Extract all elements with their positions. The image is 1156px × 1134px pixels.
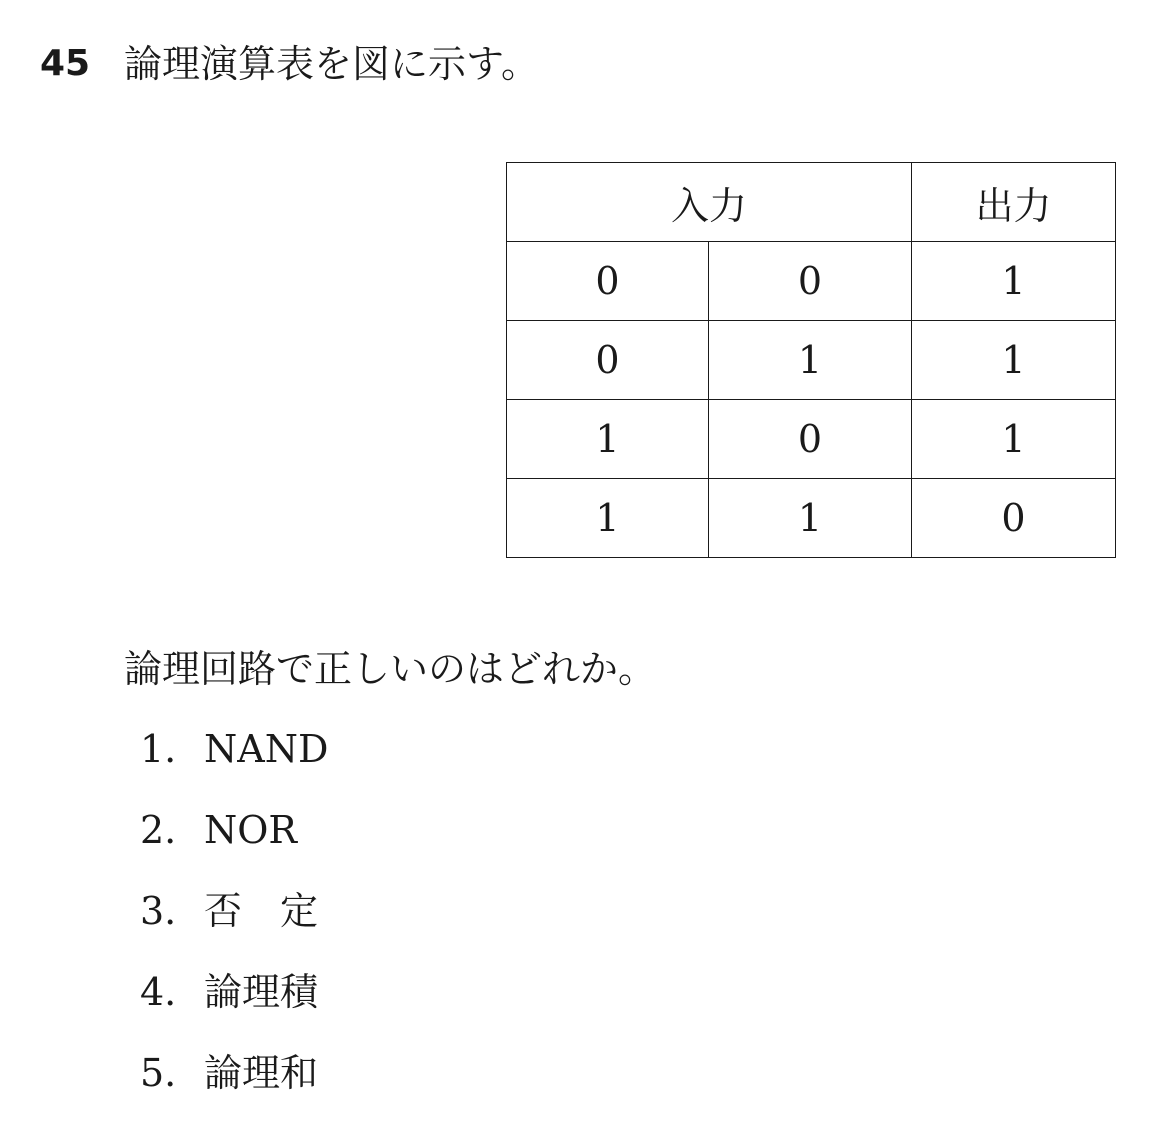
choice-number: 1. [140,727,177,771]
choice-3[interactable] [140,886,328,967]
choice-number: 2. [140,808,177,852]
choice-label: 否 定 [204,889,319,933]
input-header: 入力 [507,163,912,242]
input-a-cell: 0 [507,242,709,321]
choice-label: NAND [204,727,329,771]
output-cell: 0 [912,479,1116,558]
input-a-cell: 1 [507,479,709,558]
answer-choices [140,724,328,1129]
choice-5[interactable] [140,1048,328,1129]
table-header-row [507,163,1116,242]
question-text: 論理演算表を図に示す。 [124,42,539,86]
choice-label: NOR [204,808,298,852]
output-cell: 1 [912,321,1116,400]
output-header: 出力 [912,163,1116,242]
table-row [507,321,1116,400]
input-b-cell: 0 [709,242,912,321]
output-cell: 1 [912,242,1116,321]
choice-label: 論理和 [204,1051,319,1095]
choice-number: 3. [140,889,177,933]
input-b-cell: 1 [709,479,912,558]
output-cell: 1 [912,400,1116,479]
choice-1[interactable] [140,724,328,805]
table-row [507,479,1116,558]
input-b-cell: 0 [709,400,912,479]
input-b-cell: 1 [709,321,912,400]
table-row [507,242,1116,321]
choice-2[interactable] [140,805,328,886]
choice-label: 論理積 [204,970,319,1014]
choice-number: 4. [140,970,177,1014]
input-a-cell: 1 [507,400,709,479]
logic-truth-table [506,162,1116,558]
input-a-cell: 0 [507,321,709,400]
question-prompt: 論理回路で正しいのはどれか。 [124,647,657,691]
choice-4[interactable] [140,967,328,1048]
table-row [507,400,1116,479]
question-number: 45 [40,43,91,84]
choice-number: 5. [140,1051,177,1095]
